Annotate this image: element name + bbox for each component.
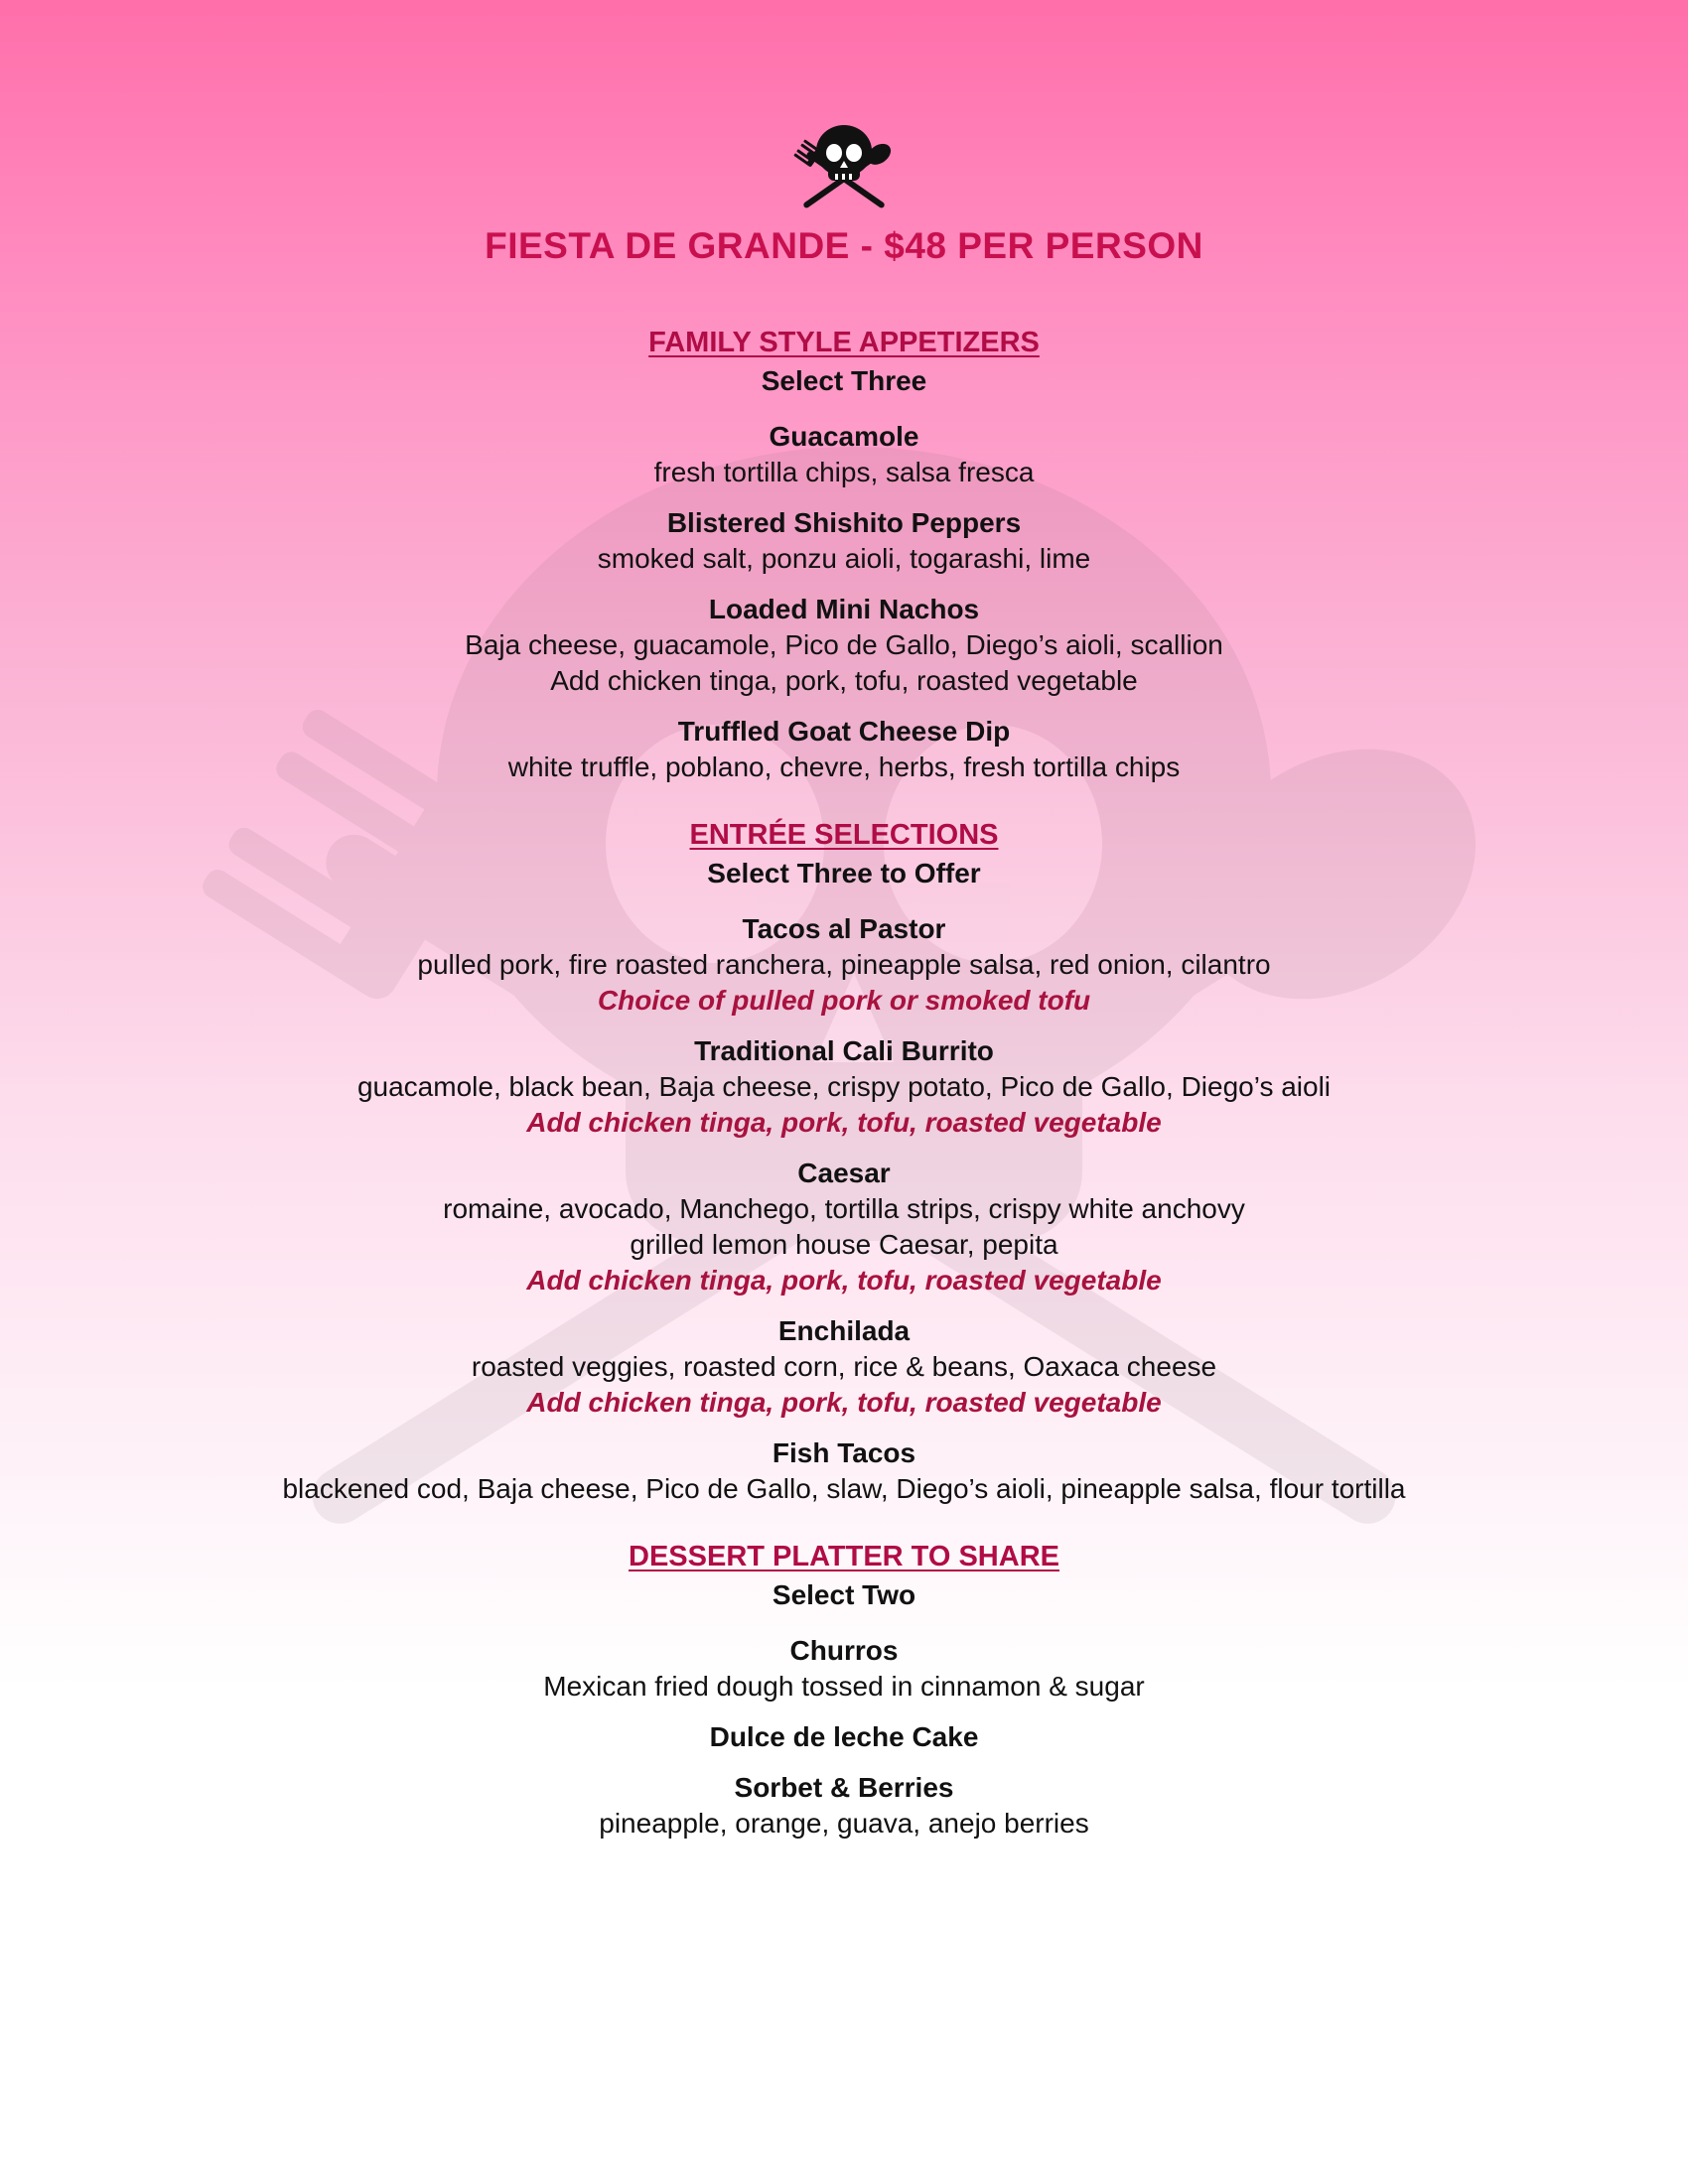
menu-item-name: Dulce de leche Cake	[709, 1721, 979, 1752]
menu-item-name: Caesar	[797, 1158, 891, 1188]
section-subheading: Select Three	[761, 365, 927, 396]
menu-item-description: smoked salt, ponzu aioli, togarashi, lime	[597, 543, 1091, 574]
menu-item	[0, 910, 1688, 1019]
section-heading: ENTRÉE SELECTIONS	[689, 819, 999, 851]
menu-item-name: Enchilada	[777, 1315, 911, 1346]
menu-item	[0, 1769, 1688, 1842]
section-heading: FAMILY STYLE APPETIZERS	[648, 327, 1040, 358]
menu-section	[0, 1537, 1688, 1842]
menu-item-description: pineapple, orange, guava, anejo berries	[599, 1808, 1089, 1839]
menu-item	[0, 713, 1688, 785]
menu-item-name: Tacos al Pastor	[742, 913, 946, 944]
menu-item-name: Truffled Goat Cheese Dip	[677, 716, 1011, 747]
menu-item-description: grilled lemon house Caesar, pepita	[630, 1229, 1058, 1260]
menu-item-addon-note: Add chicken tinga, pork, tofu, roasted vegetable	[526, 1107, 1162, 1138]
menu-item-description: romaine, avocado, Manchego, tortilla strips, crispy white anchovy	[443, 1193, 1245, 1224]
menu-item	[0, 1632, 1688, 1705]
menu-item-addon-note: Add chicken tinga, pork, tofu, roasted vegetable	[526, 1265, 1162, 1296]
menu-section	[0, 815, 1688, 1507]
menu-item-addon-note: Choice of pulled pork or smoked tofu	[597, 985, 1091, 1016]
menu-item	[0, 504, 1688, 577]
menu-item-name: Fish Tacos	[772, 1437, 916, 1468]
section-subheading: Select Two	[772, 1579, 916, 1610]
menu-item-description: guacamole, black bean, Baja cheese, crispy potato, Pico de Gallo, Diego’s aioli	[356, 1071, 1332, 1102]
menu-item-name: Sorbet & Berries	[734, 1772, 954, 1803]
skull-crossed-fork-spoon-icon	[789, 117, 899, 216]
menu-item-description: fresh tortilla chips, salsa fresca	[653, 457, 1035, 487]
menu-title: FIESTA DE GRANDE - $48 PER PERSON	[485, 225, 1203, 266]
menu-item-name: Guacamole	[769, 421, 919, 452]
menu-item	[0, 1032, 1688, 1141]
menu-item-description: pulled pork, fire roasted ranchera, pineapple salsa, red onion, cilantro	[417, 949, 1271, 980]
menu-item-name: Blistered Shishito Peppers	[666, 507, 1022, 538]
menu-content	[0, 323, 1688, 1871]
menu-section	[0, 323, 1688, 785]
menu-item-description: Add chicken tinga, pork, tofu, roasted vegetable	[550, 665, 1138, 696]
menu-item	[0, 591, 1688, 699]
menu-item-name: Traditional Cali Burrito	[694, 1035, 994, 1066]
menu-item	[0, 1718, 1688, 1755]
menu-item	[0, 418, 1688, 490]
section-heading: DESSERT PLATTER TO SHARE	[629, 1541, 1059, 1572]
menu-item-name: Loaded Mini Nachos	[708, 594, 980, 624]
menu-item-name: Churros	[789, 1635, 899, 1666]
menu-item	[0, 1434, 1688, 1507]
menu-item-addon-note: Add chicken tinga, pork, tofu, roasted vegetable	[526, 1387, 1162, 1418]
menu-item-description: Mexican fried dough tossed in cinnamon & sugar	[543, 1671, 1145, 1702]
menu-item-description: roasted veggies, roasted corn, rice & beans, Oaxaca cheese	[471, 1351, 1217, 1382]
menu-item-description: white truffle, poblano, chevre, herbs, fresh tortilla chips	[507, 751, 1181, 782]
menu-item	[0, 1155, 1688, 1298]
menu-item-description: Baja cheese, guacamole, Pico de Gallo, Diego’s aioli, scallion	[465, 629, 1223, 660]
menu-item	[0, 1312, 1688, 1421]
section-subheading: Select Three to Offer	[707, 858, 981, 888]
menu-item-description: blackened cod, Baja cheese, Pico de Gallo, slaw, Diego’s aioli, pineapple salsa, flour tortilla	[282, 1473, 1406, 1504]
